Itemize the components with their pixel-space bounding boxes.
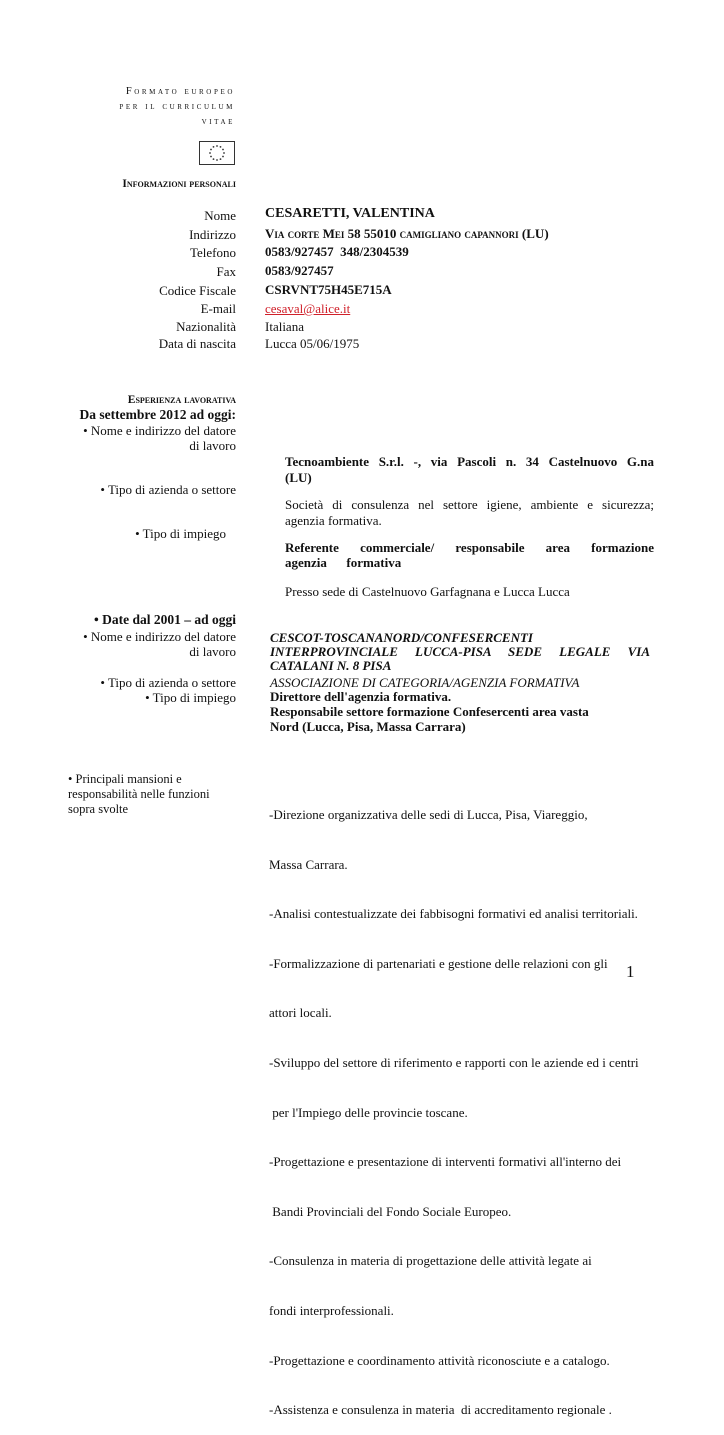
list-item: per l'Impiego delle provincie toscane.	[269, 1104, 468, 1120]
eu-flag-icon	[199, 141, 235, 165]
job2-duties-label	[68, 772, 258, 817]
list-item: Massa Carrara.	[269, 856, 348, 872]
job1-sector-line2: agenzia formativa.	[285, 513, 382, 528]
cv-format-line1: Formato europeo	[125, 86, 235, 97]
job2-employer-line1: CESCOT-TOSCANANORD/CONFESERCENTI	[270, 630, 533, 645]
job1-role-line1: Referente commerciale/ responsabile area formazione	[285, 540, 654, 555]
value-telefono: 0583/927457 348/2304539	[265, 244, 409, 259]
list-item: -Consulenza in materia di progettazione delle attività legate ai	[269, 1253, 592, 1269]
list-item: -Formalizzazione di partenariati e gestione delle relazioni con gli	[269, 955, 608, 971]
list-item: -Sviluppo del settore di riferimento e rapporti con le aziende ed i centri	[269, 1054, 639, 1070]
value-codice-fiscale: CSRVNT75H45E715A	[265, 282, 392, 297]
list-item: Bandi Provinciali del Fondo Sociale Europeo.	[269, 1203, 512, 1219]
email-link[interactable]: cesaval@alice.it	[265, 301, 351, 316]
job2-role-label: • Tipo di impiego	[145, 690, 236, 705]
job2-duties-label-line3: sopra svolte	[68, 802, 129, 816]
job1-sector-line1: Società di consulenza nel settore igiene, ambiente e sicurezza;	[285, 497, 654, 512]
job2-role-line3: Nord (Lucca, Pisa, Massa Carrara)	[270, 719, 466, 734]
job2-role-line2: Responsabile settore formazione Confesercenti area vasta	[270, 704, 589, 719]
job1-role-line2: agenzia formativa	[285, 555, 402, 570]
cv-format-line3: vitae	[201, 116, 235, 127]
label-email: E-mail	[200, 301, 236, 316]
job1-role-label: • Tipo di impiego	[135, 526, 226, 541]
job1-employer-label: • Nome e indirizzo del datore di lavoro	[83, 423, 236, 453]
list-item: fondi interprofessionali.	[269, 1302, 394, 1318]
job2-employer-line2: INTERPROVINCIALE LUCCA-PISA SEDE LEGALE VIA	[270, 644, 650, 659]
label-telefono: Telefono	[189, 245, 236, 260]
list-item: -Analisi contestualizzate dei fabbisogni formativi ed analisi territoriali.	[269, 906, 638, 922]
value-data-nascita: Lucca 05/06/1975	[265, 336, 360, 351]
value-fax: 0583/927457	[265, 263, 334, 278]
list-item: -Progettazione e coordinamento attività riconosciute e a catalogo.	[269, 1352, 610, 1368]
value-indirizzo: Via corte Mei 58 55010 camigliano capannori (LU)	[265, 226, 549, 241]
job1-location: Presso sede di Castelnuovo Garfagnana e Lucca Lucca	[285, 584, 570, 599]
label-codice-fiscale: Codice Fiscale	[159, 283, 236, 298]
list-item: -Progettazione e presentazione di interventi formativi all'interno dei	[269, 1154, 622, 1170]
label-data-nascita: Data di nascita	[158, 336, 236, 351]
value-nome: CESARETTI, VALENTINA	[265, 206, 435, 221]
job2-duties-label-line1: • Principali mansioni e	[68, 772, 182, 786]
list-item: -Direzione organizzativa delle sedi di Lucca, Pisa, Viareggio,	[269, 807, 588, 822]
cv-format-title	[60, 84, 235, 129]
label-fax: Fax	[216, 264, 236, 279]
job1-sector-label: • Tipo di azienda o settore	[100, 482, 236, 497]
job2-employer-label: • Nome e indirizzo del datore di lavoro	[83, 629, 236, 659]
cv-format-line2: per il curriculum	[119, 101, 235, 112]
value-nazionalita: Italiana	[265, 319, 304, 334]
job2-sector-value: ASSOCIAZIONE DI CATEGORIA/AGENZIA FORMATIVA	[270, 675, 580, 690]
job2-employer-line3: CATALANI N. 8 PISA	[270, 658, 392, 673]
page-number: 1	[626, 962, 635, 981]
job2-duties-label-line2: responsabilità nelle funzioni	[68, 787, 210, 801]
job1-period: Da settembre 2012 ad oggi:	[79, 407, 236, 422]
label-nazionalita: Nazionalità	[176, 319, 236, 334]
section-title-personal: Informazioni personali	[122, 178, 236, 190]
list-item: -Assistenza e consulenza in materia di accreditamento regionale .	[269, 1402, 612, 1418]
label-indirizzo: Indirizzo	[189, 227, 236, 242]
list-item: attori locali.	[269, 1005, 332, 1021]
job2-role-line1: Direttore dell'agenzia formativa.	[270, 689, 452, 704]
section-title-experience: Esperienza lavorativa	[127, 394, 236, 406]
job2-period: • Date dal 2001 – ad oggi	[94, 612, 236, 627]
job2-sector-label: • Tipo di azienda o settore	[100, 675, 236, 690]
job1-employer-line2: (LU)	[285, 470, 312, 485]
job1-employer-line1: Tecnoambiente S.r.l. -, via Pascoli n. 34 Castelnuovo G.na	[285, 454, 654, 469]
label-nome: Nome	[204, 208, 236, 223]
job2-duties-list	[269, 772, 669, 1435]
